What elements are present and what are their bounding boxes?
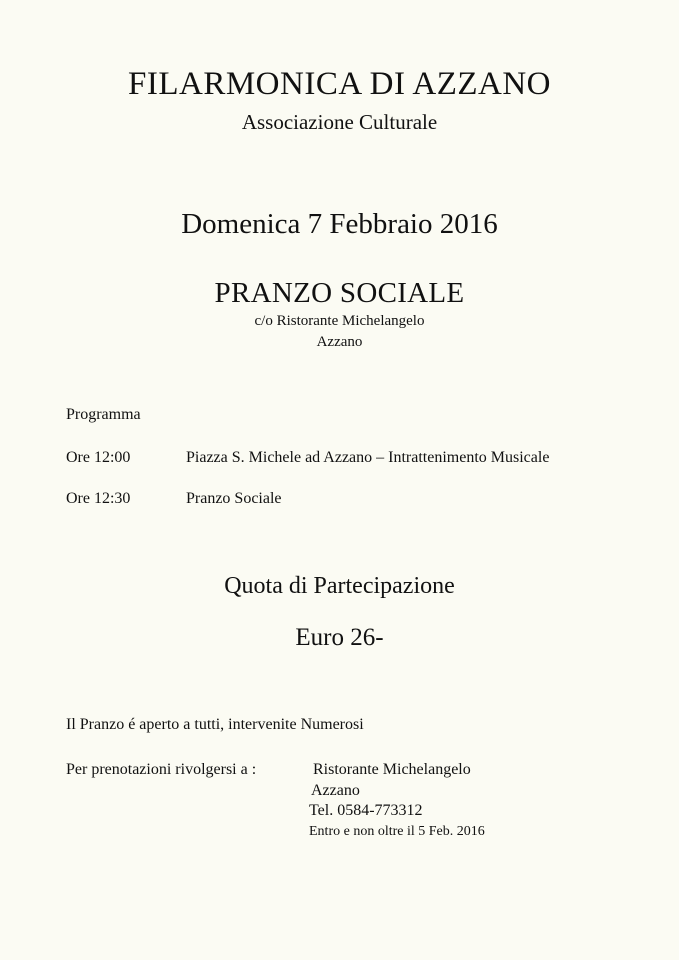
venue-town: Azzano — [316, 334, 363, 350]
booking-phone: Tel. 0584-773312 — [309, 802, 423, 819]
event-date: Domenica 7 Febbraio 2016 — [181, 208, 498, 240]
venue-name: c/o Ristorante Michelangelo — [254, 313, 425, 329]
booking-deadline: Entro e non oltre il 5 Feb. 2016 — [309, 824, 485, 839]
program-item-description: Piazza S. Michele ad Azzano – Intrattenimento Musicale — [186, 449, 550, 466]
program-label: Programma — [66, 406, 141, 423]
program-item-time: Ore 12:30 — [66, 490, 131, 507]
fee-label: Quota di Partecipazione — [224, 573, 455, 599]
booking-label: Per prenotazioni rivolgersi a : — [66, 761, 257, 778]
booking-contact-town: Azzano — [311, 782, 360, 799]
program-item-description: Pranzo Sociale — [186, 490, 282, 507]
open-invitation-note: Il Pranzo é aperto a tutti, intervenite Numerosi — [66, 716, 364, 733]
fee-value: Euro 26- — [295, 624, 384, 651]
booking-contact-name: Ristorante Michelangelo — [313, 761, 471, 778]
program-item-time: Ore 12:00 — [66, 449, 131, 466]
event-title: PRANZO SOCIALE — [214, 277, 465, 309]
organization-name: FILARMONICA DI AZZANO — [128, 66, 551, 102]
organization-subtitle: Associazione Culturale — [241, 110, 438, 134]
